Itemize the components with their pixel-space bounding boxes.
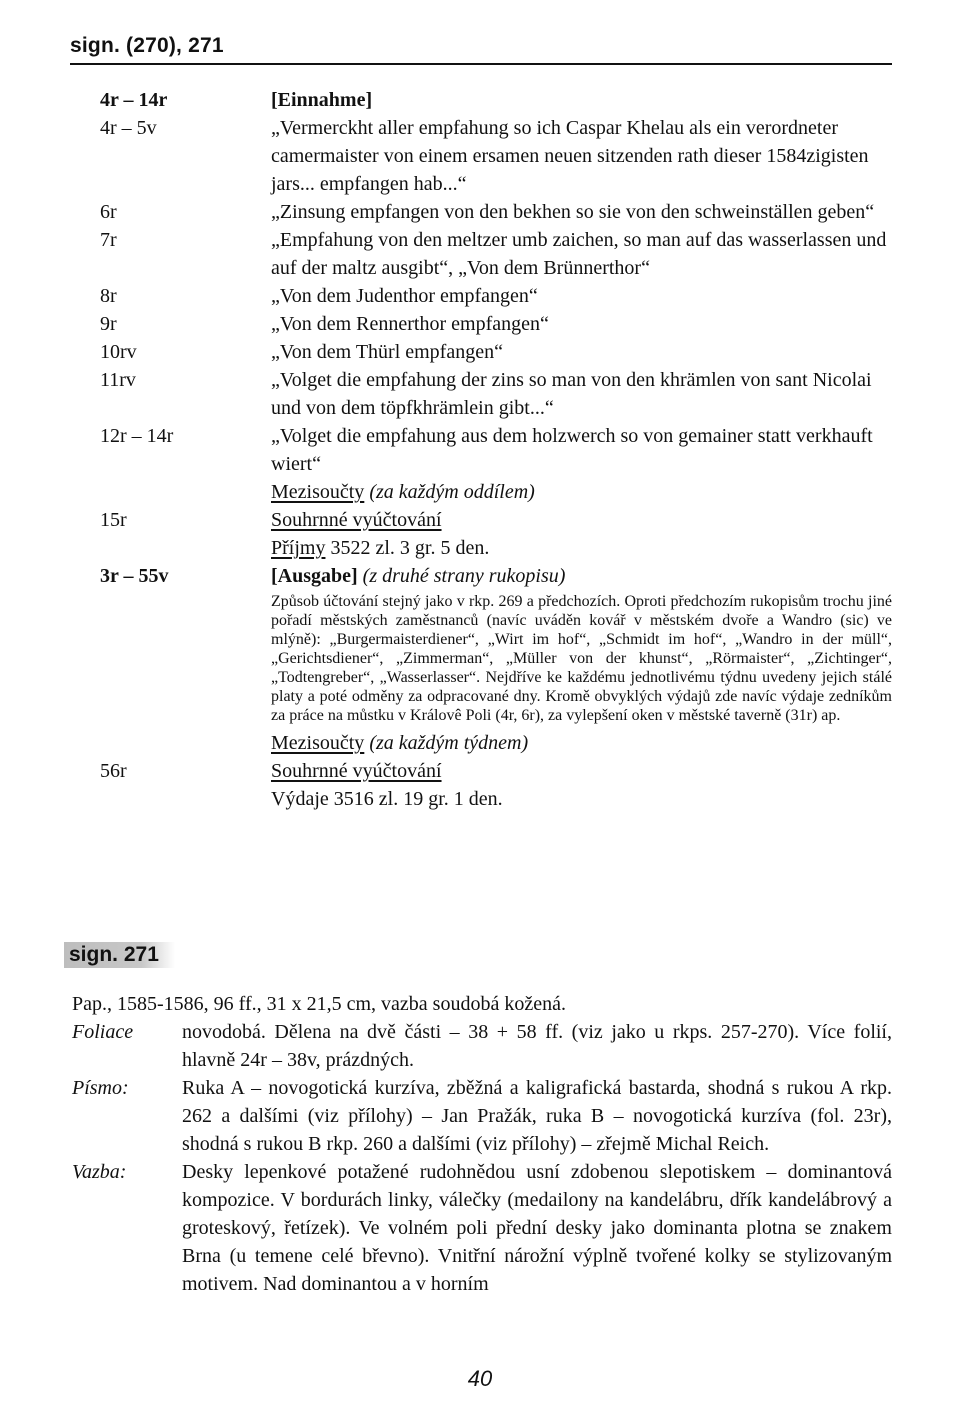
toc-row — [100, 729, 892, 757]
note-paragraph: Způsob účtování stejný jako v rkp. 269 a předchozích. Oproti předchozím rukopisům trochu jiné pořadí městských zaměstnanců (navíc uváděn kovář v městském dvoře a Wandro (sic) ve mlýně): „Burgermaisterdiener“, „Wirt im hof“, „Schmidt im hof“, „Wandro in der müll“, „Gerichtsdiener“, „Zimmerman“, „Müller von der khunst“, „Rörmaister“, „Zichtinger“, „Todtengreber“, „Wasserlasser“. Nejdříve ke každému jednotlivému týdnu uvedeny jejich stálé platy a poté odměny za odpracované dny. Kromě obvyklých výdajů zde navíc výdaje zedníkům za práce na můstku v Královê Poli (4r, 6r), za vylepšení oken v městské taverně (31r) ap. — [271, 593, 892, 724]
contents-table — [100, 86, 892, 813]
italic-note: (za každým oddílem) — [369, 481, 535, 503]
entry-text — [271, 562, 892, 590]
entry-text: „Volget die empfahung der zins so man von den khrämlen von sant Nicolai und von dem töpfkhrämlein gibt...“ — [271, 369, 872, 419]
toc-row — [100, 478, 892, 506]
field-text: novodobá. Dělena na dvě části – 38 + 58 ff. (viz jako u rkps. 257-270). Více folií, hlavně 24r – 38v, prázdných. — [182, 1021, 892, 1071]
underlined-label: Souhrnné vyúčtování — [271, 509, 442, 531]
field-text: Ruka A – novogotická kurzíva, zběžná a kaligrafická bastarda, shodná s rukou A rkp. 262 a dalšími (viz přílohy) – Jan Pražák, ruka B – novogotická kurzíva (fol. 23r), shodná s rukou B rkp. 260 a dalšími (viz přílohy) – zřejmě Michal Reich. — [182, 1077, 892, 1155]
field-label: Písmo: — [72, 1077, 129, 1099]
entry-text: „Vermerckht aller empfahung so ich Caspar Khelau als ein verordneter camermaister von einem ersamen neuen sitzenden rath dieser 1584zigisten jars... empfangen hab...“ — [271, 117, 869, 195]
header-rule — [70, 63, 892, 65]
italic-note: (za každým týdnem) — [369, 732, 529, 754]
bold-label: [Ausgabe] — [271, 565, 358, 587]
toc-row — [100, 338, 892, 366]
folio-ref: 4r – 14r — [100, 89, 168, 111]
entry-text: „Von dem Judenthor empfangen“ — [271, 285, 538, 307]
toc-row — [100, 562, 892, 590]
toc-row — [100, 422, 892, 478]
toc-row — [100, 114, 892, 198]
entry-text — [271, 757, 892, 785]
folio-ref — [100, 729, 271, 757]
entry-text: „Von dem Rennerthor empfangen“ — [271, 313, 549, 335]
running-header: sign. (270), 271 — [70, 34, 224, 57]
entry-text: „Empfahung von den meltzer umb zaichen, so man auf das wasserlassen und auf der maltz ausgibt“, „Von dem Brünnerthor“ — [271, 229, 887, 279]
folio-ref — [100, 590, 271, 729]
folio-ref: 9r — [100, 313, 117, 335]
toc-row — [100, 198, 892, 226]
toc-row — [100, 310, 892, 338]
folio-ref: 12r – 14r — [100, 425, 174, 447]
toc-row — [100, 590, 892, 729]
entry-text: „Zinsung empfangen von den bekhen so sie von den schweinställen geben“ — [271, 201, 875, 223]
entry-text — [271, 534, 892, 562]
section-heading: sign. 271 — [64, 942, 175, 968]
description-field — [72, 1158, 892, 1298]
toc-row — [100, 534, 892, 562]
manuscript-description — [72, 990, 892, 1298]
entry-text — [271, 478, 892, 506]
folio-ref: 10rv — [100, 341, 137, 363]
folio-ref: 7r — [100, 229, 117, 251]
entry-text — [271, 506, 892, 534]
toc-row — [100, 785, 892, 813]
folio-ref: 3r – 55v — [100, 565, 169, 587]
folio-ref — [100, 785, 271, 813]
folio-ref: 56r — [100, 760, 127, 782]
entry-text: „Von dem Thürl empfangen“ — [271, 341, 503, 363]
toc-row — [100, 86, 892, 114]
toc-row — [100, 282, 892, 310]
toc-row — [100, 506, 892, 534]
page-number: 40 — [467, 1366, 493, 1391]
underlined-label: Mezisoučty — [271, 732, 365, 754]
physical-description: Pap., 1585-1586, 96 ff., 31 x 21,5 cm, vazba soudobá kožená. — [72, 993, 566, 1015]
underlined-label: Mezisoučty — [271, 481, 365, 503]
field-text: Desky lepenkové potažené rudohnědou usní zdobenou slepotiskem – dominantová kompozice. V bordurách linky, válečky (medailony na kandelábru, dřík kandelábrový a groteskový, řetízek). Ve volném poli přední desky jako dominanta plotna se znakem Brna (u temene celé břevno). Vnitřní nárožní výplně tvořené kolky se stylizovaným motivem. Nad dominantou a v horním — [182, 1161, 892, 1295]
underlined-label: Souhrnné vyúčtování — [271, 760, 442, 782]
toc-row — [100, 757, 892, 785]
folio-ref: 15r — [100, 509, 127, 531]
folio-ref — [100, 478, 271, 506]
folio-ref: 11rv — [100, 369, 136, 391]
folio-ref: 4r – 5v — [100, 117, 157, 139]
entry-text — [271, 729, 892, 757]
entry-text: „Volget die empfahung aus dem holzwerch so von gemainer statt verkhauft wiert“ — [271, 425, 873, 475]
amount: 3522 zl. 3 gr. 5 den. — [330, 537, 490, 559]
description-field — [72, 1018, 892, 1074]
toc-row — [100, 366, 892, 422]
italic-note: (z druhé strany rukopisu) — [362, 565, 566, 587]
description-field — [72, 1074, 892, 1158]
toc-row — [100, 226, 892, 282]
entry-text: Výdaje 3516 zl. 19 gr. 1 den. — [271, 788, 503, 810]
folio-ref: 8r — [100, 285, 117, 307]
field-label: Vazba: — [72, 1161, 127, 1183]
folio-ref: 6r — [100, 201, 117, 223]
folio-ref — [100, 534, 271, 562]
field-label: Foliace — [72, 1021, 134, 1043]
underlined-label: Příjmy — [271, 537, 326, 559]
entry-text: [Einnahme] — [271, 89, 373, 111]
